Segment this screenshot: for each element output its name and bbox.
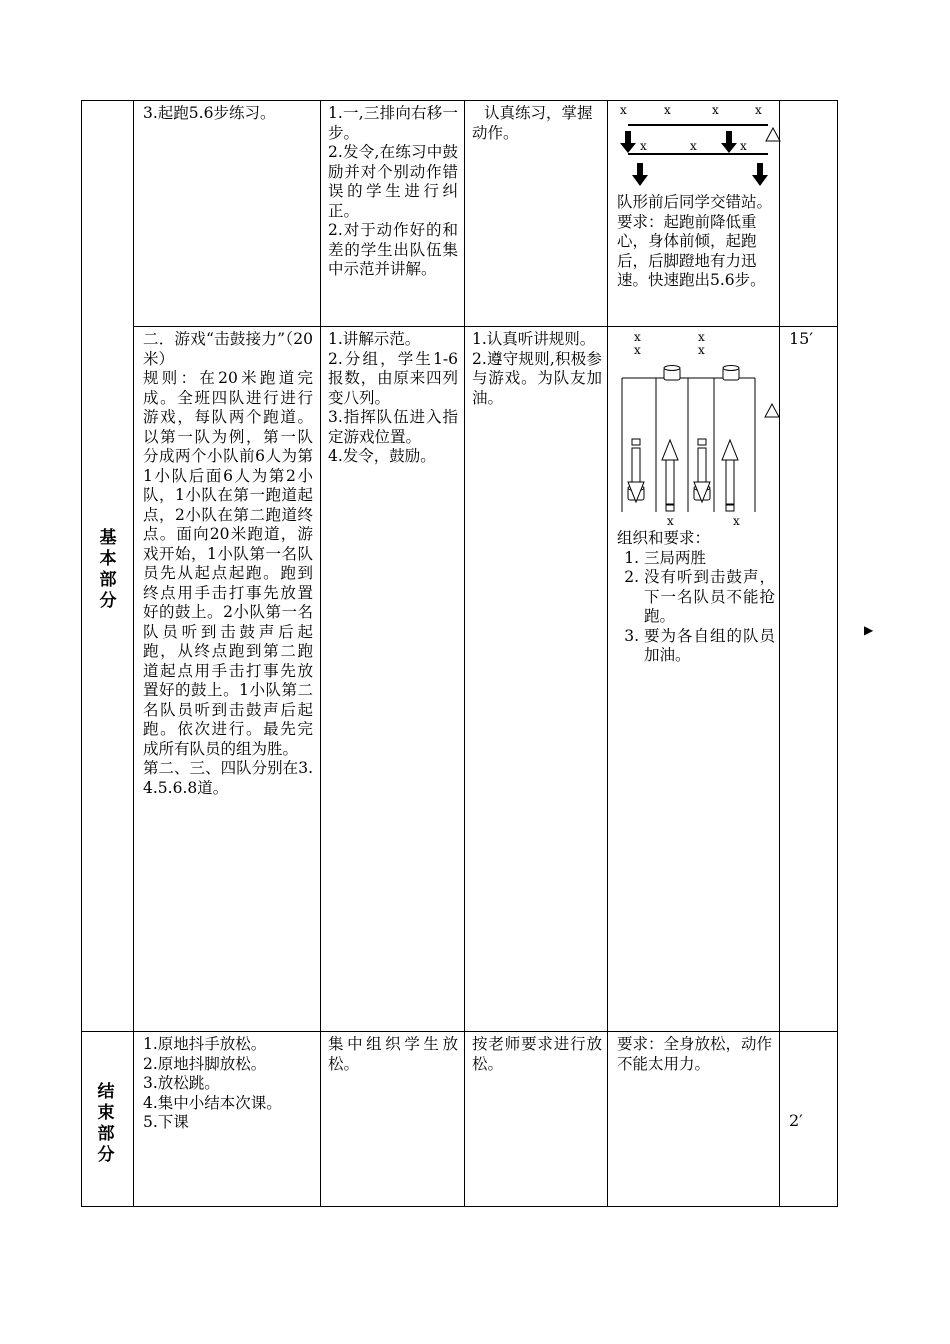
drum-icon [628,486,644,501]
org-list-item: 3. 要为各自组的队员加油。 [644,627,775,666]
org-list [617,549,775,666]
student-mark: x [640,139,647,153]
start-line [628,124,768,126]
row2-teacher-line: 3.指挥队伍进入指定游戏位置。 [328,408,458,446]
student-mark: x [620,103,627,117]
table-row-divider [81,1031,838,1032]
start-line [628,153,768,155]
table-row-divider [133,326,838,327]
row1-student: 认真练习，掌握动作。 [472,104,593,142]
down-arrow-icon [628,439,644,502]
drum-icon [664,366,680,381]
student-mark: x [755,103,762,117]
student-mark: x [733,514,740,528]
row2-student-line: 2.遵守规则,积极参与游戏。为队友加油。 [472,349,602,407]
row2-teacher-line: 1.讲解示范。 [328,330,421,348]
student-mark: x [698,343,705,357]
row3-content-line: 2.原地抖脚放松。 [143,1054,267,1073]
section-label-ending: 结束部分 [97,1082,115,1165]
down-arrow-icon [721,131,737,153]
down-arrow-icon [632,163,648,186]
row2-content-note: 第二、三、四队分别在3.4.5.6.8道。 [143,759,313,797]
teacher-triangle-icon [766,128,780,141]
row2-teacher-line: 4.发令，鼓励。 [328,447,436,465]
row2-student-line: 1.认真听讲规则。 [472,330,596,348]
section-label-basic: 基本部分 [99,528,117,611]
table-border-left [81,100,82,1207]
table-border-bottom [81,1206,838,1207]
student-mark: x [740,139,747,153]
table-col-divider [133,100,134,1207]
table-col-divider [779,100,780,1207]
student-mark: x [698,330,705,344]
table-border-top [81,100,838,101]
student-mark: x [634,343,641,357]
row3-org: 要求：全身放松，动作不能太用力。 [617,1035,773,1073]
row1-teacher-line: 1.一,三排向右移一步。 [328,104,458,142]
student-mark: x [634,330,641,344]
table-border-right [837,100,838,1207]
row2-teacher [328,330,458,467]
row2-time: 15′ [789,329,813,348]
up-arrow-icon [662,440,678,511]
student-mark: x [712,103,719,117]
row3-content-line: 5.下课 [143,1113,189,1131]
row1-teacher-line: 2.发令,在练习中鼓励并对个别动作错误的学生进行纠正。 [328,143,458,220]
row3-content-line: 4.集中小结本次课。 [143,1093,282,1112]
table-col-divider [320,100,321,1207]
row2-content [143,330,313,798]
margin-marker-icon: ▶ [864,623,874,637]
table-col-divider [464,100,465,1207]
row3-time: 2′ [789,1111,803,1130]
table-col-divider [607,100,608,1207]
student-mark: x [667,514,674,528]
down-arrow-icon [752,163,768,186]
org-list-item: 2. 没有听到击鼓声，下一名队员不能抢跑。 [644,568,775,627]
drum-icon [723,366,739,381]
teacher-triangle-icon [765,404,779,417]
row2-org-requirements [617,529,775,666]
student-mark: x [690,139,697,153]
student-mark: x [664,103,671,117]
row1-teacher [328,104,458,280]
drum-icon [694,486,710,501]
row2-teacher-line: 2.分组，学生1-6报数，由原来四列变八列。 [328,349,458,407]
row1-content: 3.起跑5.6步练习。 [143,104,276,122]
up-arrow-icon [722,440,738,511]
org-heading: 组织和要求： [617,529,711,547]
org-list-item: 1. 三局两胜 [644,549,775,569]
row3-teacher: 集中组织学生放松。 [328,1035,458,1073]
row3-student: 按老师要求进行放松。 [472,1035,602,1073]
row2-content-title: 二．游戏“击鼓接力”（20米） [143,330,313,368]
down-arrow-icon [620,131,636,153]
row2-content-rules: 规则：在20米跑道完成。全班四队进行进行游戏，每队两个跑道。以第一队为例，第一队分成两个小队前6人为第1小队后面6人为第2小队，1小队在第一跑道起点，2小队在第二跑道终点。面向20米跑道，游戏开始，1小队第一名队员先从起点起跑。跑到终点用手击打事先放置好的鼓上。2小队第一名队员听到击鼓声后起跑，从终点跑到第二跑道起点用手击打事先放置好的鼓上。1小队第二名队员听到击鼓声后起跑。依次进行。最先完成所有队员的组为胜。 [143,369,313,758]
down-arrow-icon [694,439,710,502]
row3-content-line: 3.放松跳。 [143,1074,220,1092]
row3-content-line: 1.原地抖手放松。 [143,1035,267,1053]
row1-teacher-line: 2.对于动作好的和差的学生出队伍集中示范并讲解。 [328,221,458,278]
row2-student [472,330,602,408]
row1-org-text: 队形前后同学交错站。 要求：起跑前降低重心，身体前倾，起跑后，后脚蹬地有力迅速。快速跑出5.6步。 [617,193,773,289]
row3-content [143,1035,313,1133]
